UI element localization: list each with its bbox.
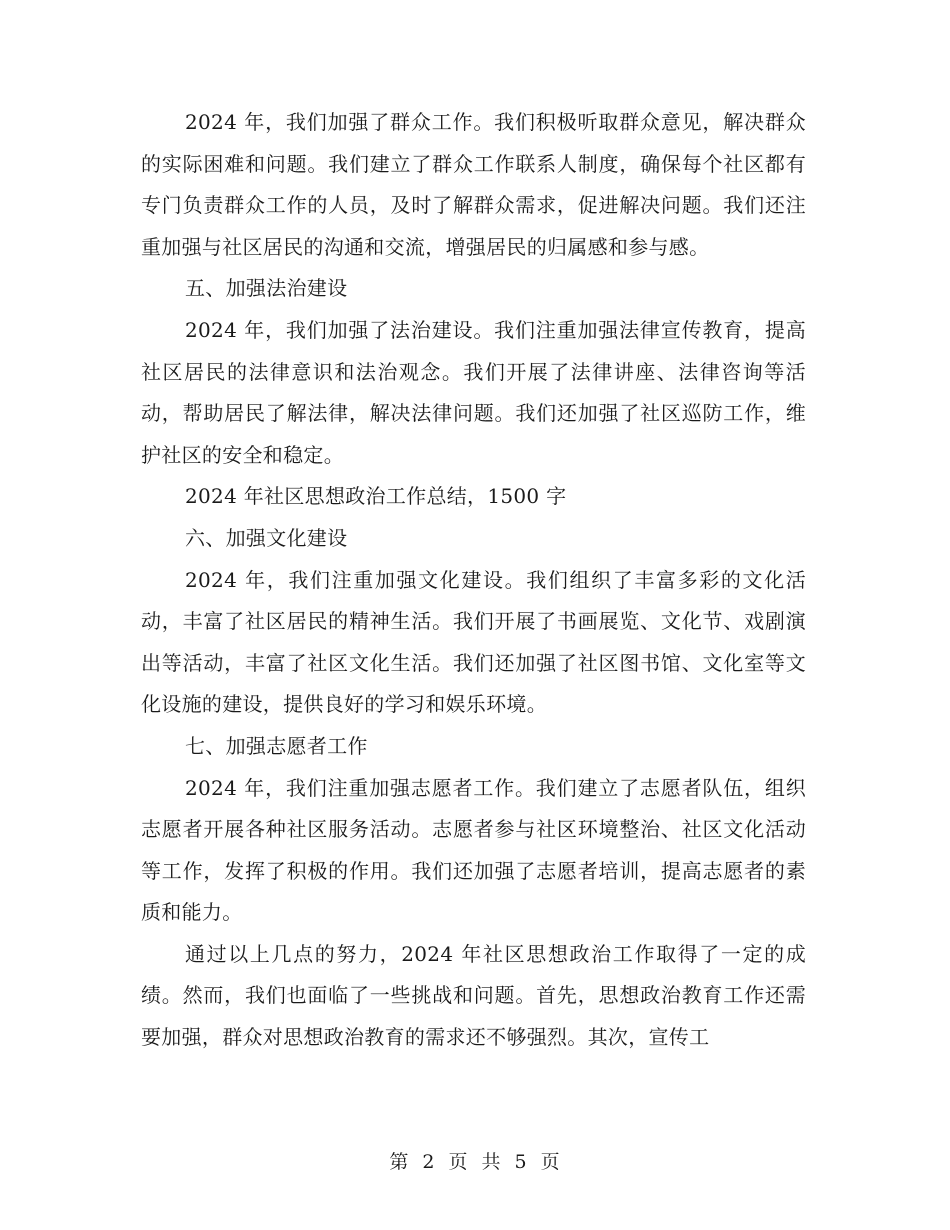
section-heading-culture: 六、加强文化建设: [185, 525, 348, 550]
document-subtitle-line: 2024 年社区思想政治工作总结，1500 字: [185, 484, 567, 509]
section-heading-rule-of-law: 五、加强法治建设: [185, 276, 348, 301]
paragraph-culture: 2024 年，我们注重加强文化建设。我们组织了丰富多彩的文化活动，丰富了社区居民的精神生活。我们开展了书画展览、文化节、戏剧演出等活动，丰富了社区文化生活。我们还加强了社区图书馆、文化室等文化设施的建设，提供良好的学习和娱乐环境。: [141, 567, 806, 717]
document-body: [141, 102, 806, 1059]
paragraph-conclusion: 通过以上几点的努力，2024 年社区思想政治工作取得了一定的成绩。然而，我们也面临了一些挑战和问题。首先，思想政治教育工作还需要加强，群众对思想政治教育的需求还不够强烈。其次，宣传工: [141, 941, 806, 1050]
page-number-footer: 第 2 页 共 5 页: [389, 1151, 561, 1173]
paragraph-mass-work: 2024 年，我们加强了群众工作。我们积极听取群众意见，解决群众的实际困难和问题。我们建立了群众工作联系人制度，确保每个社区都有专门负责群众工作的人员，及时了解群众需求，促进解决问题。我们还注重加强与社区居民的沟通和交流，增强居民的归属感和参与感。: [141, 110, 806, 259]
paragraph-volunteers: 2024 年，我们注重加强志愿者工作。我们建立了志愿者队伍，组织志愿者开展各种社区服务活动。志愿者参与社区环境整治、社区文化活动等工作，发挥了积极的作用。我们还加强了志愿者培训，提高志愿者的素质和能力。: [141, 775, 806, 925]
paragraph-rule-of-law: 2024 年，我们加强了法治建设。我们注重加强法律宣传教育，提高社区居民的法律意识和法治观念。我们开展了法律讲座、法律咨询等活动，帮助居民了解法律，解决法律问题。我们还加强了社区巡防工作，维护社区的安全和稳定。: [141, 317, 806, 467]
section-heading-volunteers: 七、加强志愿者工作: [185, 733, 368, 758]
